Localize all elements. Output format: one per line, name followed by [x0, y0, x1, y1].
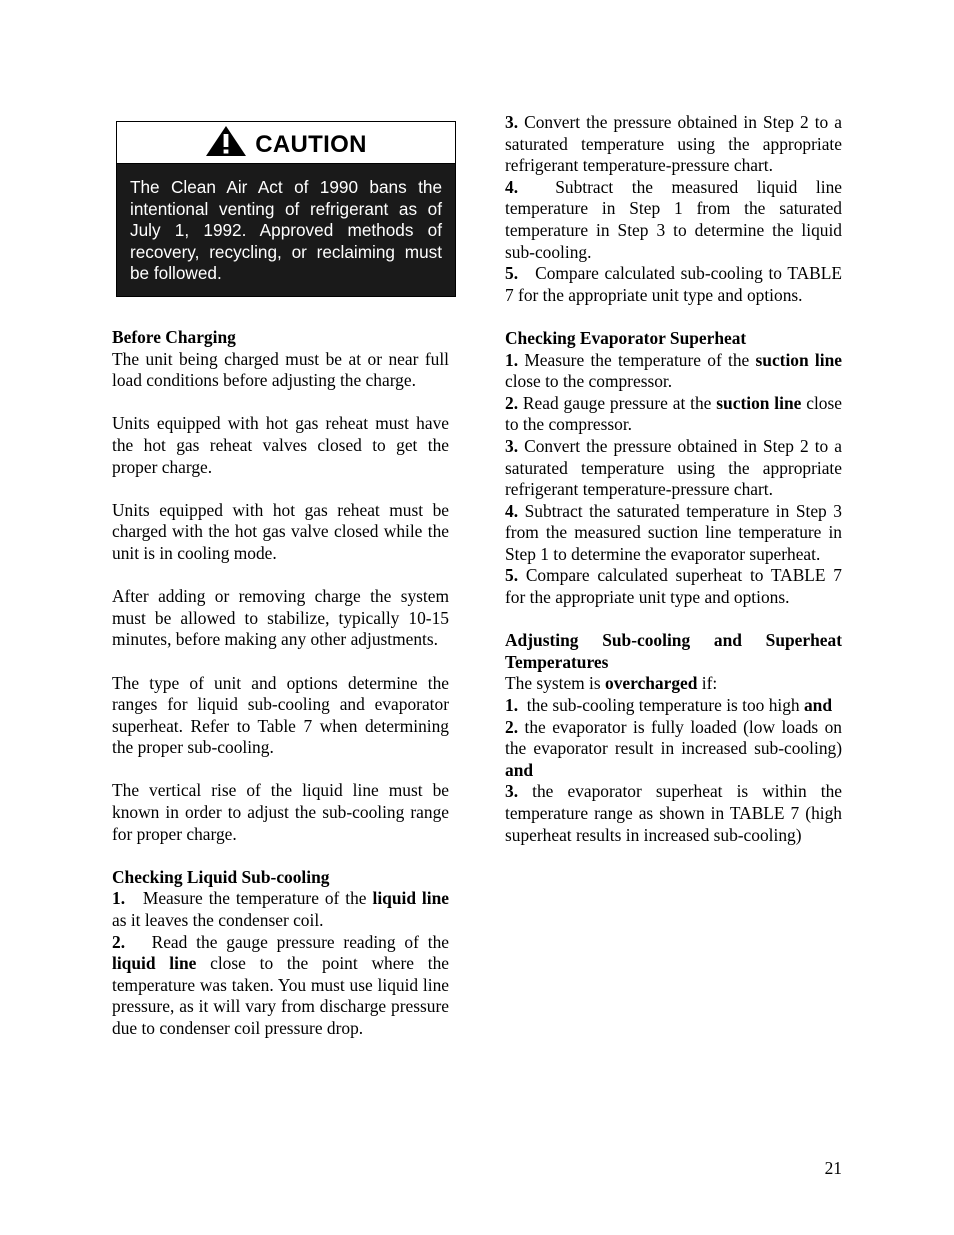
step-number: 3. [505, 435, 519, 456]
step-number: 2. [505, 392, 519, 413]
warning-triangle-icon [205, 125, 247, 157]
condition-number: 2. [505, 716, 519, 737]
section-heading-adjusting: Adjusting Sub-cooling and Superheat Temperatures [505, 630, 842, 672]
step-text: Convert the pressure obtained in Step 2 to a saturated temperature using the appropriate refrigerant temperature-pressure chart. [505, 112, 842, 176]
condition-and: and [803, 695, 833, 716]
condition-text: the sub-cooling temperature is too high [526, 695, 800, 716]
step-text: close to the point where the temperature was taken. You must use liquid line pressure, as it will vary from discharge pressure due to condenser coil pressure drop. [112, 953, 449, 1038]
page-number: 21 [824, 1158, 842, 1178]
condition-and: and [505, 759, 534, 780]
step-text: as it leaves the condenser coil. [112, 910, 324, 931]
section-heading-before-charging: Before Charging [112, 327, 236, 347]
step-text: Measure the temperature of the [524, 349, 750, 370]
step-emphasis: suction line [755, 349, 842, 370]
condition-item [505, 781, 842, 846]
intro-text: The system is [505, 673, 601, 694]
paragraph: After adding or removing charge the system must be allowed to stabilize, typically 10-15 minutes, before making any other adjustments. [112, 586, 449, 650]
paragraph: Units equipped with hot gas reheat must be charged with the hot gas valve closed while the unit is in cooling mode. [112, 499, 449, 563]
step-emphasis: suction line [716, 392, 802, 413]
step-text: Measure the temperature of the [142, 888, 367, 909]
paragraph [505, 673, 842, 695]
intro-emphasis: overcharged [605, 673, 698, 694]
step-text: Compare calculated superheat to TABLE 7 for the appropriate unit type and options. [505, 565, 842, 608]
step-number: 4. [505, 176, 519, 197]
step-number: 2. [112, 931, 126, 952]
caution-box [116, 121, 456, 297]
step-number: 3. [505, 112, 519, 132]
section-heading-evaporator-superheat: Checking Evaporator Superheat [505, 327, 747, 348]
condition-number: 3. [505, 781, 519, 802]
step-text: Read the gauge pressure reading of the [151, 931, 449, 952]
step-item [505, 112, 842, 177]
left-column [112, 327, 449, 1040]
step-number: 4. [505, 500, 519, 521]
step-item [505, 350, 842, 393]
step-number: 5. [505, 565, 519, 586]
step-text: Subtract the measured liquid line temperature in Step 1 from the saturated temperature in Step 3 to determine the liquid sub-cooling. [505, 176, 842, 262]
step-number: 1. [112, 888, 126, 909]
step-text: Read gauge pressure at the [522, 392, 712, 413]
step-item [112, 932, 449, 1040]
section-heading-liquid-subcooling: Checking Liquid Sub-cooling [112, 866, 330, 887]
caution-text: The Clean Air Act of 1990 bans the intentional venting of refrigerant as of July 1, 1992. Approved methods of recovery, recycling, or reclaiming must be followed. [130, 177, 442, 284]
condition-text: the evaporator is fully loaded (low loads on the evaporator result in increased sub-cooling) [505, 716, 842, 759]
step-item [505, 436, 842, 501]
step-item [112, 888, 449, 931]
step-number: 1. [505, 349, 519, 370]
step-text: Compare calculated sub-cooling to TABLE 7 for the appropriate unit type and options. [505, 263, 842, 305]
condition-item [505, 717, 842, 782]
condition-text: the evaporator superheat is within the temperature range as shown in TABLE 7 (high superheat results in increased sub-cooling) [505, 781, 842, 845]
caution-title: CAUTION [255, 130, 367, 158]
step-emphasis: liquid line [112, 953, 197, 974]
step-text: close to the compressor. [505, 371, 673, 392]
step-text: Subtract the saturated temperature in Step 3 from the measured suction line temperature in Step 1 to determine the evaporator superheat. [505, 500, 842, 564]
step-number: 5. [505, 263, 519, 284]
step-text: Convert the pressure obtained in Step 2 to a saturated temperature using the appropriate refrigerant temperature-pressure chart. [505, 435, 842, 500]
paragraph: The type of unit and options determine the ranges for liquid sub-cooling and evaporator superheat. Refer to Table 7 when determining the proper sub-cooling. [112, 672, 449, 758]
step-item [505, 263, 842, 306]
condition-item [505, 695, 842, 717]
paragraph: The unit being charged must be at or near full load conditions before adjusting the charge. [112, 348, 449, 391]
step-item [505, 393, 842, 436]
caution-header [117, 122, 455, 164]
paragraph: Units equipped with hot gas reheat must have the hot gas reheat valves closed to get the proper charge. [112, 413, 449, 477]
condition-number: 1. [505, 695, 519, 716]
step-emphasis: liquid line [372, 888, 449, 909]
intro-text: if: [701, 673, 718, 694]
paragraph: The vertical rise of the liquid line must be known in order to adjust the sub-cooling range for proper charge. [112, 780, 449, 844]
right-column [505, 112, 842, 846]
step-item [505, 177, 842, 263]
step-item [505, 565, 842, 608]
step-item [505, 501, 842, 566]
step-text: close to the compressor. [505, 392, 842, 435]
